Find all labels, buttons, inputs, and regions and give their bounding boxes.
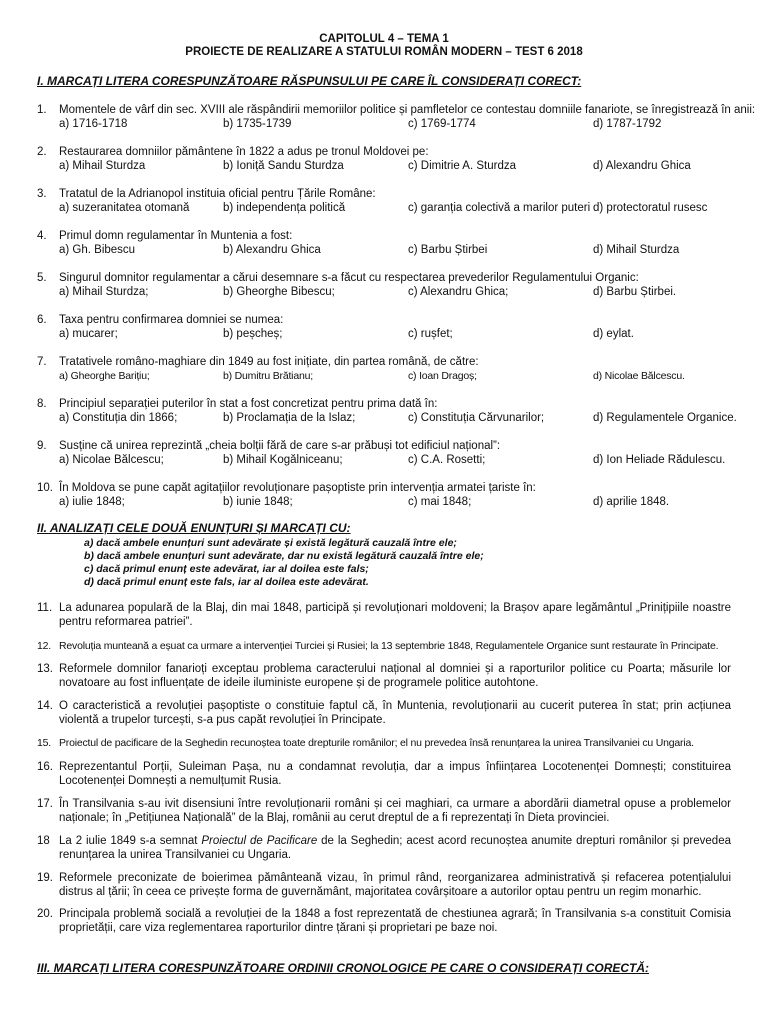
answer-options	[59, 453, 739, 467]
option-a[interactable]: a) suzeranitatea otomană	[59, 202, 190, 214]
option-c[interactable]: c) C.A. Rosetti;	[408, 454, 486, 466]
option-d[interactable]: d) Ion Heliade Rădulescu.	[593, 454, 726, 466]
section-3-heading: III. MARCAȚI LITERA CORESPUNZĂTOARE ORDINII CRONOLOGICE PE CARE O CONSIDERAȚI CORECTĂ:	[37, 961, 650, 975]
question-number: 10.	[37, 482, 53, 494]
question-number: 5.	[37, 272, 47, 284]
option-c[interactable]: c) 1769-1774	[408, 118, 476, 130]
answer-options	[59, 117, 739, 131]
statement-text-italic: Proiectul de Pacificare	[201, 835, 318, 847]
statement-number: 15.	[37, 737, 51, 749]
statement-text	[59, 834, 731, 862]
option-c[interactable]: c) garanția colectivă a marilor puteri	[408, 202, 591, 214]
question-text: Singurul domnitor regulamentar a cărui desemnare s-a făcut cu respectarea prevederilor Regulamentului Organic:	[59, 272, 639, 284]
statement-text-post: de la Seghedin; acest acord recunoștea anumite drepturi românilor și prevedea renunțarea la unirea Transilvaniei cu Ungaria.	[59, 835, 731, 861]
test-title: PROIECTE DE REALIZARE A STATULUI ROMÂN MODERN – TEST 6 2018	[185, 46, 583, 58]
statement-text: În Transilvania s-au ivit disensiuni între revoluționarii români și cei maghiari, ca urmare a abordării diametral opuse a problemelor naționale; în „Petițiunea Națională” de la Blaj, românii au cerut dreptul de a fi reprezentați în Dieta provinciei.	[59, 798, 731, 824]
option-b[interactable]: b) Dumitru Brătianu;	[223, 370, 313, 382]
option-b[interactable]: b) peșcheș;	[223, 328, 283, 340]
criterion-a: a) dacă ambele enunțuri sunt adevărate și există legătură cauzală între ele;	[84, 537, 457, 549]
question-text: Momentele de vârf din sec. XVIII ale răspândirii memoriilor politice și pamfletelor ce contestau domniile fanariote, se înregistrează în anii:	[59, 104, 756, 116]
option-d[interactable]: d) Barbu Știrbei.	[593, 286, 677, 298]
option-d[interactable]: d) Mihail Sturdza	[593, 244, 680, 256]
option-c[interactable]: c) Constituția Cărvunarilor;	[408, 412, 545, 424]
question-text: Taxa pentru confirmarea domniei se numea:	[59, 314, 284, 326]
option-a[interactable]: a) Nicolae Bălcescu;	[59, 454, 164, 466]
question-text: Tratatul de la Adrianopol instituia oficial pentru Țările Române:	[59, 188, 376, 200]
option-d[interactable]: d) eylat.	[593, 328, 634, 340]
option-d[interactable]: d) Regulamentele Organice.	[593, 412, 737, 424]
option-b[interactable]: b) Mihail Kogălniceanu;	[223, 454, 343, 466]
answer-options	[59, 495, 739, 509]
answer-options	[59, 159, 739, 173]
statement-text: La adunarea populară de la Blaj, din mai 1848, participă și revoluționari moldoveni; la Brașov apare legământul „Prinițipiile noastre pentru reformarea patriei”.	[59, 602, 731, 628]
answer-options	[59, 327, 739, 341]
criterion-d: d) dacă primul enunț este fals, iar al doilea este adevărat.	[84, 576, 369, 588]
statement-number: 17.	[37, 798, 53, 810]
option-b[interactable]: b) Proclamația de la Islaz;	[223, 412, 356, 424]
option-c[interactable]: c) Ioan Dragoș;	[408, 370, 477, 382]
question-number: 3.	[37, 188, 47, 200]
statement-number: 13.	[37, 663, 53, 675]
section-1-heading: I. MARCAȚI LITERA CORESPUNZĂTOARE RĂSPUNSULUI PE CARE ÎL CONSIDERAȚI CORECT:	[37, 74, 582, 88]
option-a[interactable]: a) Mihail Sturdza;	[59, 286, 149, 298]
statement-text: Revoluția munteană a eșuat ca urmare a intervenției Turciei și Rusiei; la 13 septembrie 1848, Regulamentele Organice sunt restaurate în Principate.	[59, 640, 719, 652]
question-number: 1.	[37, 104, 47, 116]
statement-text: Principala problemă socială a revoluției de la 1848 a fost reprezentată de chestiunea agrară; în Transilvania s-a constituit Comisia proprietății, care viza reglementarea raporturilor dintre țărani și proprietari pe baze noi.	[59, 908, 731, 934]
answer-options	[59, 411, 739, 425]
option-b[interactable]: b) 1735-1739	[223, 118, 292, 130]
question-text: Principiul separației puterilor în stat a fost concretizat pentru prima dată în:	[59, 398, 438, 410]
question-text: Susține că unirea reprezintă „cheia bolții fără de care s-ar prăbuși tot edificiul național”:	[59, 440, 501, 452]
statement-number: 20.	[37, 908, 53, 920]
statement-text: Reprezentantul Porții, Suleiman Pașa, nu a condamnat revoluția, dar a impus înființarea Locotenenței Domnești; constituirea Locotenenței Domnești a nemulțumit Rusia.	[59, 761, 731, 787]
option-c[interactable]: c) Alexandru Ghica;	[408, 286, 509, 298]
statement-number: 19.	[37, 872, 53, 884]
question-text: Restaurarea domniilor pământene în 1822 a adus pe tronul Moldovei pe:	[59, 146, 429, 158]
statement-number: 11.	[37, 602, 53, 614]
option-c[interactable]: c) Barbu Știrbei	[408, 244, 488, 256]
criterion-b: b) dacă ambele enunțuri sunt adevărate, dar nu există legătură cauzală între ele;	[84, 550, 484, 562]
question-number: 8.	[37, 398, 47, 410]
option-d[interactable]: d) Alexandru Ghica	[593, 160, 691, 172]
question-number: 4.	[37, 230, 47, 242]
question-number: 7.	[37, 356, 47, 368]
chapter-title: CAPITOLUL 4 – TEMA 1	[319, 33, 449, 45]
question-number: 9.	[37, 440, 47, 452]
option-a[interactable]: a) Gh. Bibescu	[59, 244, 136, 256]
statement-number: 14.	[37, 700, 53, 712]
option-a[interactable]: a) iulie 1848;	[59, 496, 125, 508]
option-a[interactable]: a) Mihail Sturdza	[59, 160, 146, 172]
statement-number: 18	[37, 835, 50, 847]
statement-text: O caracteristică a revoluției pașoptiste o constituie faptul că, în Muntenia, revoluționarii au cucerit puterea în stat; prin acțiunea violentă a trupelor turcești, s-a pus capăt revoluției în Principate.	[59, 700, 731, 726]
option-b[interactable]: b) Gheorghe Bibescu;	[223, 286, 335, 298]
section-2-heading: II. ANALIZAȚI CELE DOUĂ ENUNȚURI ȘI MARCAȚI CU:	[37, 521, 351, 535]
criterion-c: c) dacă primul enunț este adevărat, iar al doilea este fals;	[84, 563, 369, 575]
statement-number: 16.	[37, 761, 53, 773]
option-b[interactable]: b) Alexandru Ghica	[223, 244, 321, 256]
answer-options	[59, 285, 739, 299]
answer-options	[59, 369, 739, 383]
option-a[interactable]: a) Gheorghe Barițiu;	[59, 370, 150, 382]
option-c[interactable]: c) mai 1848;	[408, 496, 472, 508]
statement-text: Reformele domnilor fanarioți exceptau problema caracterului național al domniei și a raporturilor politice cu Poarta; măsurile lor novatoare au fost influențate de ideile iluministe europene și de programele politice autohtone.	[59, 663, 731, 689]
option-d[interactable]: d) protectoratul rusesc	[593, 202, 708, 214]
option-a[interactable]: a) mucarer;	[59, 328, 118, 340]
option-d[interactable]: d) Nicolae Bălcescu.	[593, 370, 685, 382]
option-d[interactable]: d) 1787-1792	[593, 118, 662, 130]
question-text: Primul domn regulamentar în Muntenia a fost:	[59, 230, 293, 242]
statement-text-pre: La 2 iulie 1849 s-a semnat	[59, 835, 202, 847]
option-b[interactable]: b) independența politică	[223, 202, 346, 214]
answer-options	[59, 243, 739, 257]
question-text: Tratativele româno-maghiare din 1849 au fost inițiate, din partea română, de către:	[59, 356, 479, 368]
question-text: În Moldova se pune capăt agitațiilor revoluționare pașoptiste prin intervenția armatei țariste în:	[59, 482, 536, 494]
option-a[interactable]: a) Constituția din 1866;	[59, 412, 178, 424]
option-c[interactable]: c) rușfet;	[408, 328, 453, 340]
statement-text: Reformele preconizate de boierimea pământeană vizau, în primul rând, reorganizarea administrativă și refacerea potențialului distrus al țării; în ceea ce privește forma de guvernământ, majoritatea covârșitoare a autorilor optau pentru un regim monarhic.	[59, 872, 731, 898]
option-d[interactable]: d) aprilie 1848.	[593, 496, 670, 508]
answer-options	[59, 201, 739, 215]
option-b[interactable]: b) Ioniță Sandu Sturdza	[223, 160, 344, 172]
question-number: 6.	[37, 314, 47, 326]
statement-text: Proiectul de pacificare de la Seghedin recunoștea toate drepturile românilor; el nu prevedea însă renunțarea la unirea Transilvaniei cu Ungaria.	[59, 737, 694, 749]
question-number: 2.	[37, 146, 47, 158]
option-a[interactable]: a) 1716-1718	[59, 118, 128, 130]
option-b[interactable]: b) iunie 1848;	[223, 496, 293, 508]
option-c[interactable]: c) Dimitrie A. Sturdza	[408, 160, 516, 172]
statement-number: 12.	[37, 640, 51, 652]
